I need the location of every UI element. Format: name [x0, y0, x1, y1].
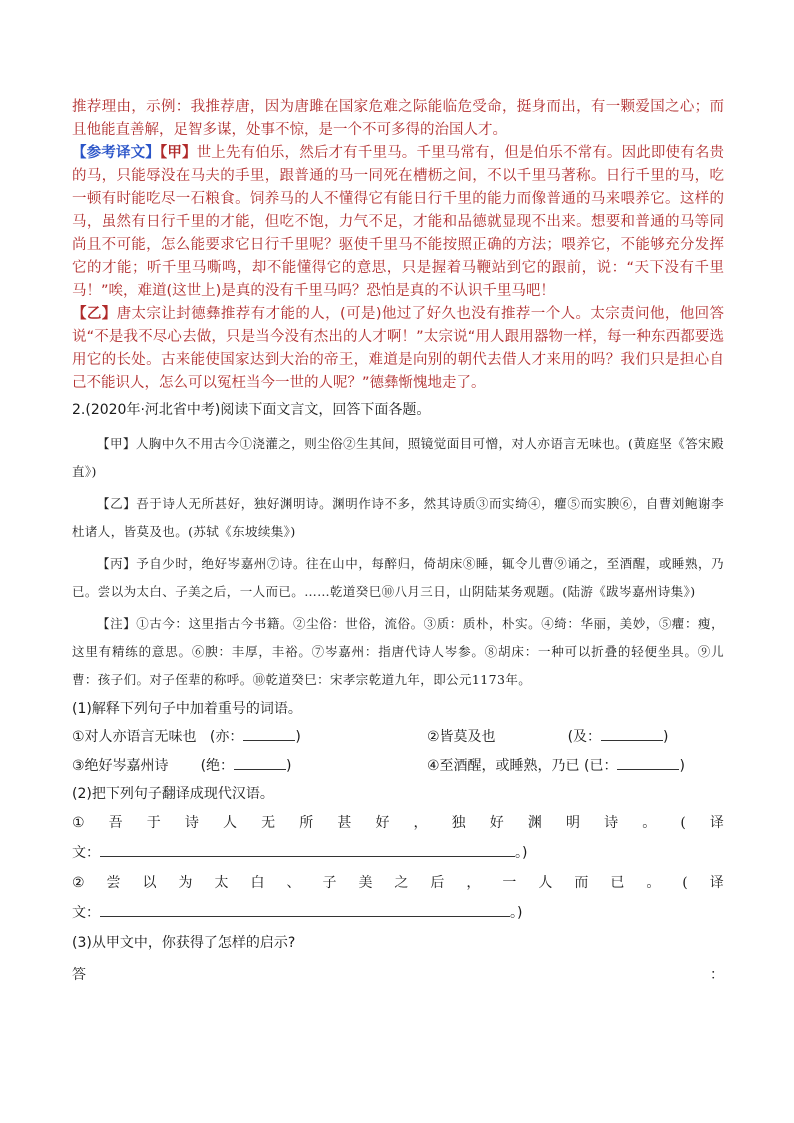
yi-label: 【乙】 — [72, 306, 117, 322]
translation-jia — [72, 142, 724, 303]
answer-blank[interactable] — [234, 754, 286, 770]
jia-label: 【甲】 — [159, 145, 197, 161]
answer-blank[interactable] — [601, 725, 663, 741]
passage-bing: 【丙】予自少时，绝好岑嘉州⑦诗。往在山中，每醉归，倚胡床⑧睡，辄令儿曹⑨诵之，至酒醒，或睡熟，乃已。尝以为太白、子美之后，一人而已。……乾道癸巳⑩八月三日，山阴陆某务观题。(陆游《跋岑嘉州诗集》) — [72, 556, 724, 599]
q1-row-1 — [72, 723, 724, 752]
translation-yi — [72, 303, 724, 395]
annotations: 【注】①古今：这里指古今书籍。②尘俗：世俗，流俗。③质：质朴，朴实。④绮：华丽，美妙，⑤癯：瘦，这里有精练的意思。⑥腴：丰厚，丰裕。⑦岑嘉州：指唐代诗人岑参。⑧胡床：一种可以折叠的轻便坐具。⑨儿曹：孩子们。对子侄辈的称呼。⑩乾道癸巳：宋孝宗乾道九年，即公元1173年。 — [72, 616, 724, 687]
q2-sentence-1: ① 吾 于 诗 人 无 所 甚 好 ， 独 好 渊 明 诗 。 ( 译 — [72, 815, 724, 831]
translation-blank[interactable] — [100, 841, 515, 857]
recommendation-reason: 推荐理由，示例：我推荐唐，因为唐雎在国家危难之际能临危受命，挺身而出，有一颗爱国之心；而且他能直善解，足智多谋，处事不惊，是一个不可多得的治国人才。 — [72, 99, 724, 138]
question-2-intro: 2.(2020年·河北省中考)阅读下面文言文，回答下面各题。 — [72, 402, 431, 418]
yi-text: 唐太宗让封德彝推荐有才能的人，(可是)他过了好久也没有推荐一个人。太宗责问他，他回答说“不是我不尽心去做，只是当今没有杰出的人才啊！”太宗说“用人跟用器物一样，每一种东西都要选用它的长处。古来能使国家达到大治的帝王，难道是向别的朝代去借人才来用的吗？我们只是担心自己不能识人，怎么可以冤枉当今一世的人呢？”德彝惭愧地走了。 — [72, 306, 724, 391]
q2-translation-1: 文： 。) — [72, 838, 724, 868]
q1-item-3: ③绝好岑嘉州诗 (绝： ) — [72, 752, 427, 781]
q2-title: (2)把下列句子翻译成现代汉语。 — [72, 786, 274, 802]
q1-item-1: ①对人亦语言无味也 (亦： ) — [72, 723, 427, 752]
reference-translation-label: 【参考译文】 — [72, 145, 160, 161]
q2-translation-2: 文： 。) — [72, 898, 724, 928]
answer-blank[interactable] — [243, 725, 295, 741]
passage-jia: 【甲】人胸中久不用古今①浇灌之，则尘俗②生其间，照镜觉面目可憎，对人亦语言无味也。(黄庭坚《答宋殿直》) — [72, 436, 724, 479]
q1-item-4: ④至酒醒，或睡熟，乃已 (已： ) — [427, 752, 685, 781]
answer-blank[interactable] — [617, 754, 679, 770]
q2-sentence-2: ② 尝 以 为 太 白 、 子 美 之 后 ， 一 人 而 已 。 ( 译 — [72, 875, 724, 891]
q1-title: (1)解释下列句子中加着重号的词语。 — [72, 701, 302, 717]
translation-blank[interactable] — [100, 901, 510, 917]
q1-item-2: ②皆莫及也 (及： ) — [427, 723, 669, 752]
q3-title: (3)从甲文中，你获得了怎样的启示? — [72, 935, 296, 951]
q3-answer-line[interactable]: 答 ： — [72, 967, 724, 983]
jia-text: 世上先有伯乐，然后才有千里马。千里马常有，但是伯乐不常有。因此即使有名贵的马，只能辱没在马夫的手里，跟普通的马一同死在槽枥之间，不以千里马著称。日行千里的马，吃一顿有时能吃尽一石粮食。饲养马的人不懂得它有能日行千里的能力而像普通的马来喂养它。这样的马，虽然有日行千里的才能，但吃不饱，力气不足，才能和品德就显现不出来。想要和普通的马等同尚且不可能，怎么能要求它日行千里呢？驱使千里马不能按照正确的方法；喂养它，不能够充分发挥它的才能；听千里马嘶鸣，却不能懂得它的意思，只是握着马鞭站到它的跟前，说：“天下没有千里马！”唉，难道(这世上)是真的没有千里马吗？恐怕是真的不认识千里马吧！ — [72, 145, 725, 299]
passage-yi: 【乙】吾于诗人无所甚好，独好渊明诗。渊明作诗不多，然其诗质③而实绮④，癯⑤而实腴⑥，自曹刘鲍谢李杜诸人，皆莫及也。(苏轼《东坡续集》) — [72, 496, 724, 539]
document-page — [72, 96, 724, 989]
q1-row-2 — [72, 752, 724, 781]
